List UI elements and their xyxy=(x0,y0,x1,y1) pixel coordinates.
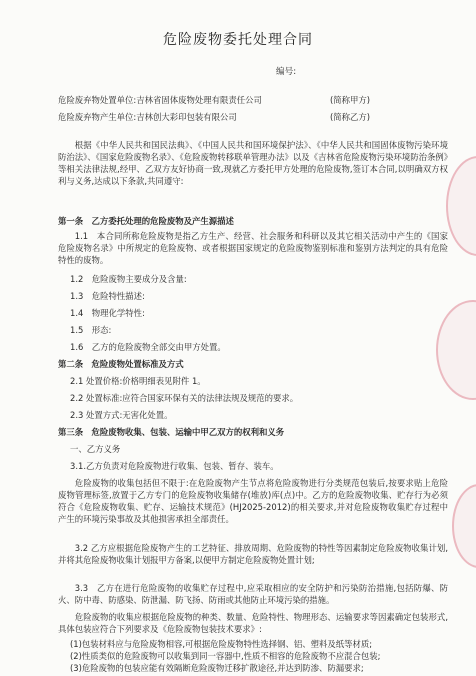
section-party-b-duties: 一、乙方义务 xyxy=(70,444,121,454)
clause-2-2: 2.2 处置标准:应符合国家环保有关的法律法规及规范的要求。 xyxy=(70,393,299,403)
clause-3-1: 3.1.乙方负责对危险废物进行收集、包装、暂存、装车。 xyxy=(70,461,279,471)
clause-1-5: 1.5 形态: xyxy=(70,325,112,335)
clause-1-3: 1.3 危险特性描述: xyxy=(70,291,145,301)
article-3-heading: 第三条 危险废物收集、包装、运输中甲乙双方的权利和义务 xyxy=(58,427,285,437)
company-seal-partial-bottom xyxy=(452,484,476,568)
clause-2-1: 2.1 处置价格:价格明细表见附件 1。 xyxy=(70,376,206,386)
company-seal-partial-right xyxy=(446,156,476,256)
party-a-name: 吉林省固体废物处理有限责任公司 xyxy=(136,95,262,105)
document-title: 危险废物委托处理合同 xyxy=(163,32,313,48)
company-seal-partial-middle xyxy=(436,300,476,400)
article-1-heading: 第一条 乙方委托处理的危险废物及产生源描述 xyxy=(58,216,234,226)
clause-1-4: 1.4 物理化学特性: xyxy=(70,308,145,318)
clause-2-3: 2.3 处置方式:无害化处置。 xyxy=(70,410,173,420)
party-b-label: 危险废弃物产生单位: xyxy=(58,112,137,122)
clause-3-2: 3.2 乙方应根据危险废物产生的工艺特征、排放周期、危险废物的特性等因素制定危险废物收集计划,并将其危险废物收集计划报甲方备案,以便甲方制定危险废物处置计划; xyxy=(58,543,448,565)
packaging-item-1: (1)包装材料应与危险废物相容,可根据危险废物特性选择钢、铝、塑料及纸等材质; xyxy=(70,639,373,649)
collection-paragraph: 危险废物的收集包括但不限于:在危险废物产生节点将危险废物进行分类规范包装后,按要求贴上危险废物管理标签,放置于乙方专门的危险废物收集储存(堆放)库(点)中。乙方的危险废物收集、贮存行为必须符合《危险废物收集、贮存、运输技术规范》(HJ2025-2012)的相关要求,并对危险废物收集贮存过程中产生的环境污染事故及其他损害承担全部责任。 xyxy=(58,478,448,524)
serial-number-label: 编号: xyxy=(276,67,297,77)
party-b-alias: (简称乙方) xyxy=(330,112,371,122)
clause-1-1: 1.1 本合同所称危险废物是指乙方生产、经营、社会服务和科研以及其它相关活动中产生的《国家危险废物名录》中所规定的危险废物、或者根据国家规定的危险废物鉴别标准和鉴别方法判定的具有危险特性的废物。 xyxy=(58,231,448,265)
party-b-name: 吉林创大彩印包装有限公司 xyxy=(136,112,237,122)
packaging-item-3: (3)危险废物的包装应能有效隔断危险废物迁移扩散途径,并达到防渗、防漏要求; xyxy=(70,663,364,673)
intro-paragraph: 根据《中华人民共和国民法典》、《中国人民共和国环境保护法》、《中华人民共和国固体废物污染环境防治法》、《国家危险废物名录》、《危险废物转移联单管理办法》以及《吉林省危险废物污染环境防治条例》等相关法律法规,经甲、乙双方友好协商一致,现就乙方委托甲方处理的危险废物,签订本合同,以明确双方权利与义务,达成以下条款,共同遵守: xyxy=(58,140,448,186)
party-a-label: 危险废弃物处置单位: xyxy=(58,95,137,105)
clause-1-2: 1.2 危险废物主要成分及含量: xyxy=(70,274,187,284)
article-2-heading: 第二条 危险废物处置标准及方式 xyxy=(58,359,184,369)
packaging-item-2: (2)性质类似的危险废物可以收集到同一容器中,性质不相容的危险废物不应混合包装; xyxy=(70,651,381,661)
party-a-alias: (简称甲方) xyxy=(330,95,371,105)
party-a-line xyxy=(58,94,371,106)
clause-3-3: 3.3 乙方在进行危险废物的收集贮存过程中,应采取相应的安全防护和污染防治措施,包括防爆、防火、防中毒、防感染、防泄漏、防飞扬、防雨或其他防止环境污染的措施。 xyxy=(58,583,448,605)
party-b-line xyxy=(58,111,371,123)
packaging-paragraph: 危险废物的收集应根据危险废物的种类、数量、危险特性、物理形态、运输要求等因素确定包装形式,具体包装应符合下列要求及《危险废物包装技术要求》: xyxy=(58,612,448,634)
clause-1-6: 1.6 乙方的危险废物全部交由甲方处置。 xyxy=(70,342,226,352)
